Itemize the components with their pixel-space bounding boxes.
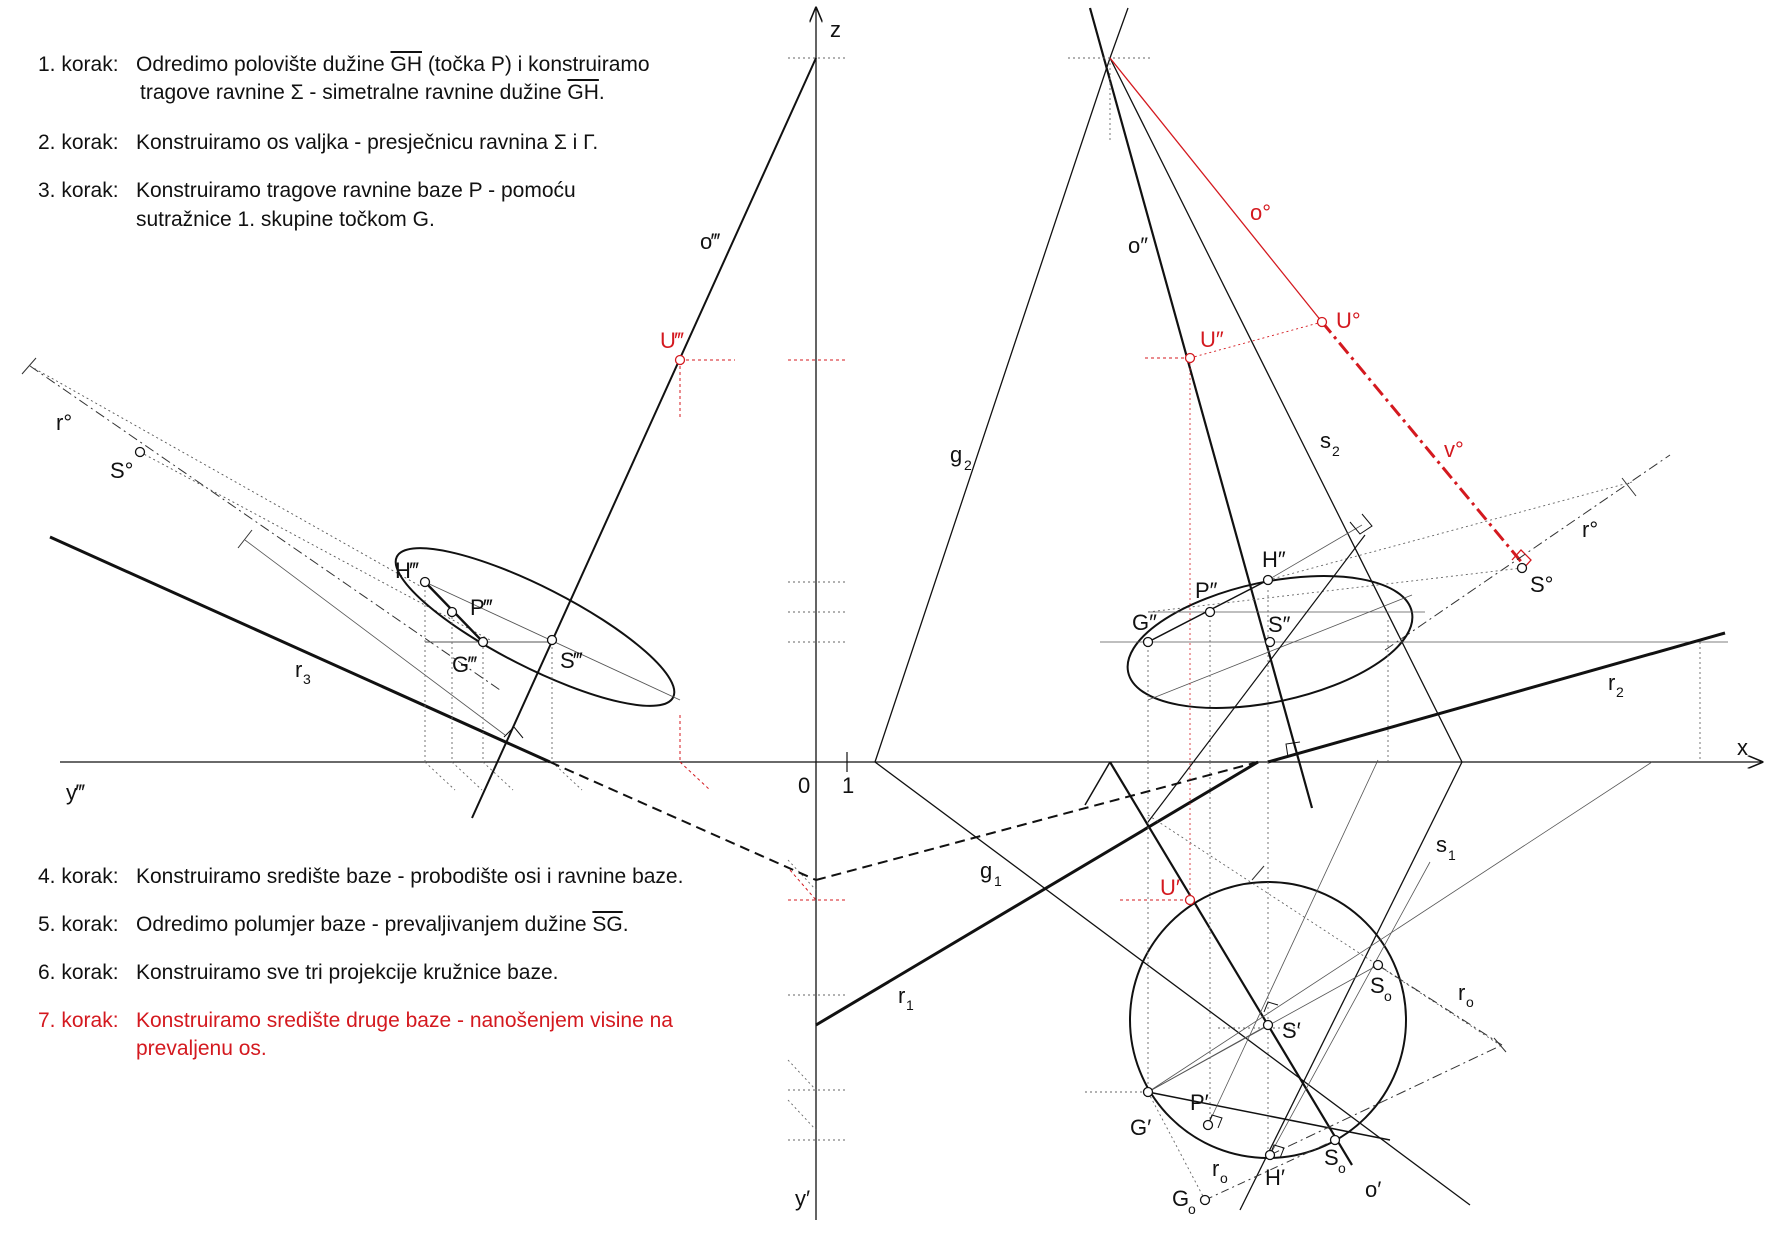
- point-G3: [479, 638, 488, 647]
- step-7-line-2: [136, 1036, 267, 1062]
- step-1-gh2-overline: $\overline{GH}$: [567, 81, 599, 104]
- label-s2-letter: s: [1320, 428, 1331, 453]
- label-r3-letter: r: [295, 657, 303, 682]
- red-pro-tick-2: [680, 762, 710, 790]
- point-Udeg: [1318, 318, 1327, 327]
- step-3-number: 3. korak:: [38, 179, 119, 202]
- label-y1: y′: [795, 1186, 811, 1211]
- step-7-number: 7. korak:: [38, 1009, 119, 1032]
- label-o2: o″: [1128, 233, 1149, 258]
- point-Sdeg-left: [136, 448, 145, 457]
- apex-line-a: [1090, 8, 1312, 808]
- step-2-number: 2. korak:: [38, 131, 119, 154]
- label-G2: G″: [1132, 610, 1157, 635]
- point-G2: [1144, 638, 1153, 647]
- step-6: [38, 960, 559, 986]
- label-Udeg: U°: [1336, 308, 1361, 333]
- label-o3: o‴: [700, 229, 721, 254]
- label-ro-bottom-letter: r: [1212, 1156, 1220, 1181]
- label-odeg: o°: [1250, 200, 1272, 225]
- rdeg-tick-2: [238, 530, 252, 548]
- step-1-text-2c: .: [598, 81, 605, 104]
- label-H2: H″: [1262, 547, 1286, 572]
- label-Sdeg-right: S°: [1530, 572, 1554, 597]
- top-line-5: [1208, 760, 1378, 1125]
- top-line-1: [1148, 1092, 1390, 1140]
- trace-dashed-right: [816, 762, 1258, 880]
- point-P2: [1206, 608, 1215, 617]
- step-3-line-1: [38, 178, 576, 204]
- constr-r1: [1268, 482, 1632, 580]
- z-diag-3: [788, 860, 816, 890]
- label-r1: [898, 983, 914, 1013]
- axis-rdeg-left: [30, 366, 500, 690]
- step-5-sg-overline: $\overline{SG}$: [592, 913, 623, 936]
- label-r2-sub: 2: [1616, 684, 1624, 700]
- step-1-line-2: [140, 80, 605, 106]
- point-S2: [1266, 638, 1275, 647]
- trace-r2: [1268, 633, 1725, 762]
- label-So-bottom-letter: S: [1324, 1145, 1339, 1170]
- s2-diag: [1148, 535, 1365, 822]
- point-U2: [1186, 354, 1195, 363]
- label-rdeg-left: r°: [56, 410, 73, 435]
- label-G1: G′: [1130, 1115, 1152, 1140]
- label-S2: S″: [1268, 612, 1291, 637]
- proj-d1: [425, 762, 455, 790]
- point-P1: [1204, 1121, 1213, 1130]
- step-5: [38, 912, 629, 938]
- label-g1-sub: 1: [994, 873, 1002, 889]
- trace-r1: [816, 762, 1258, 1025]
- top-tick-1: [1252, 866, 1264, 880]
- label-z: z: [830, 17, 841, 42]
- label-U2: U″: [1200, 327, 1224, 352]
- point-Go: [1201, 1196, 1210, 1205]
- point-So-top: [1374, 961, 1383, 970]
- line-vdeg: [1322, 322, 1523, 564]
- label-G3: G‴: [452, 652, 477, 677]
- point-P3: [448, 608, 457, 617]
- label-H1: H′: [1265, 1165, 1286, 1190]
- label-So-right-sub: o: [1384, 988, 1392, 1004]
- label-r1-sub: 1: [906, 997, 914, 1013]
- label-P2: P″: [1195, 578, 1218, 603]
- label-zero: 0: [798, 773, 811, 798]
- step-1-number: 1. korak:: [38, 53, 119, 76]
- label-ro-right-letter: r: [1458, 980, 1466, 1005]
- constr-l3: [245, 540, 505, 735]
- label-one: 1: [842, 773, 855, 798]
- x-axis-left-stub: [1085, 762, 1110, 805]
- right-angle-s2: [1350, 514, 1372, 534]
- label-y3: y‴: [66, 780, 85, 805]
- step-3-line-2: [136, 207, 435, 233]
- point-U1: [1186, 896, 1195, 905]
- step-7-text-2: prevaljenu os.: [136, 1037, 267, 1060]
- label-H3: H‴: [395, 558, 419, 583]
- step-1-gh-overline: $\overline{GH}$: [390, 53, 422, 76]
- z-diag-2: [788, 1100, 816, 1130]
- label-P1: P′: [1190, 1090, 1209, 1115]
- label-Go: [1172, 1186, 1196, 1217]
- trace-r3: [50, 537, 550, 762]
- step-2-text: Konstruiramo os valjka - presječnicu ravnina Σ i Γ.: [136, 131, 599, 154]
- label-r2-letter: r: [1608, 670, 1616, 695]
- axis-o3: [472, 58, 816, 818]
- label-s2-sub: 2: [1332, 443, 1340, 459]
- step-5-text-a: Odredimo polumjer baze - prevaljivanjem dužine: [136, 913, 593, 936]
- step-1-text-a: Odredimo polovište dužine: [136, 53, 391, 76]
- line-odeg: [1110, 58, 1322, 322]
- point-Sdeg-right: [1518, 564, 1527, 573]
- point-So-bottom: [1331, 1136, 1340, 1145]
- point-S3: [548, 636, 557, 645]
- label-g1: [980, 858, 1002, 889]
- step-1-text-c: (točka P) i konstruiramo: [421, 53, 650, 76]
- step-6-number: 6. korak:: [38, 961, 119, 984]
- step-7-text-1: Konstruiramo središte druge baze - nanošenjem visine na: [136, 1009, 673, 1032]
- step-1-text-2a: tragove ravnine Σ - simetralne ravnine dužine: [140, 81, 568, 104]
- line-g2: [875, 58, 1110, 762]
- label-So-right-letter: S: [1370, 973, 1385, 998]
- label-So-bottom-sub: o: [1338, 1160, 1346, 1176]
- label-g2-sub: 2: [964, 457, 972, 473]
- apex-line-b: [1110, 8, 1128, 58]
- label-Go-letter: G: [1172, 1186, 1190, 1211]
- top-line-4: [1148, 762, 1652, 1092]
- label-ro-bottom-sub: o: [1220, 1170, 1228, 1186]
- step-5-text-c: .: [622, 913, 629, 936]
- base-ellipse-third: [379, 521, 692, 733]
- top-tick-2: [1494, 1038, 1506, 1052]
- right-angle-top-3: [1264, 1002, 1278, 1012]
- label-g1-letter: g: [980, 858, 993, 883]
- step-4-text: Konstruiramo središte baze - probodište osi i ravnine baze.: [136, 865, 684, 888]
- point-U3: [676, 356, 685, 365]
- line-s1: [1240, 762, 1462, 1210]
- label-s1: [1436, 832, 1456, 863]
- label-s2: [1320, 428, 1340, 459]
- label-o1: o′: [1365, 1177, 1382, 1202]
- label-g2: [950, 442, 972, 473]
- proj-d4: [552, 762, 582, 790]
- step-4: [38, 864, 683, 890]
- label-P3: P‴: [470, 595, 493, 620]
- label-vdeg: v°: [1444, 437, 1464, 462]
- label-rdeg-right: r°: [1582, 517, 1599, 542]
- label-Sdeg-left: S°: [110, 458, 134, 483]
- label-r3: [295, 657, 311, 687]
- front-top-projection: [816, 8, 1728, 1210]
- label-S1: S′: [1282, 1018, 1301, 1043]
- line-s2: [1110, 58, 1462, 762]
- label-So-right: [1370, 973, 1392, 1004]
- point-H2: [1264, 576, 1273, 585]
- label-ro-bottom: [1212, 1156, 1228, 1186]
- label-r1-letter: r: [898, 983, 906, 1008]
- label-U3: U‴: [660, 328, 684, 353]
- rdeg-bottom-dashdot-2: [1378, 965, 1502, 1045]
- step-4-number: 4. korak:: [38, 865, 119, 888]
- point-S1: [1264, 1021, 1273, 1030]
- point-H1: [1266, 1151, 1275, 1160]
- label-s1-sub: 1: [1448, 847, 1456, 863]
- label-s1-letter: s: [1436, 832, 1447, 857]
- label-g2-letter: g: [950, 442, 963, 467]
- z-diag-1: [788, 1060, 816, 1090]
- step-3-text-2: sutražnice 1. skupine točkom G.: [136, 208, 435, 231]
- step-6-text: Konstruiramo sve tri projekcije kružnice baze.: [136, 961, 559, 984]
- label-ro-right-sub: o: [1466, 994, 1474, 1010]
- label-r2: [1608, 670, 1624, 700]
- points: [136, 318, 1527, 1205]
- step-1-line-1: [38, 52, 650, 78]
- step-7-line-1: [38, 1008, 673, 1034]
- label-x: x: [1737, 735, 1748, 760]
- label-U1: U′: [1160, 875, 1181, 900]
- label-S3: S‴: [560, 648, 583, 673]
- step-5-number: 5. korak:: [38, 913, 119, 936]
- point-G1: [1144, 1088, 1153, 1097]
- step-3-text-1: Konstruiramo tragove ravnine baze Ρ - pomoću: [136, 179, 576, 202]
- trace-dashed-left: [550, 762, 816, 880]
- label-r3-sub: 3: [303, 671, 311, 687]
- label-ro-right: [1458, 980, 1474, 1010]
- step-2: [38, 130, 598, 156]
- point-H3: [421, 578, 430, 587]
- label-Go-sub: o: [1188, 1201, 1196, 1217]
- constr-l2: [140, 452, 490, 640]
- rdeg-tick-1: [22, 358, 36, 374]
- proj-d2: [452, 762, 482, 790]
